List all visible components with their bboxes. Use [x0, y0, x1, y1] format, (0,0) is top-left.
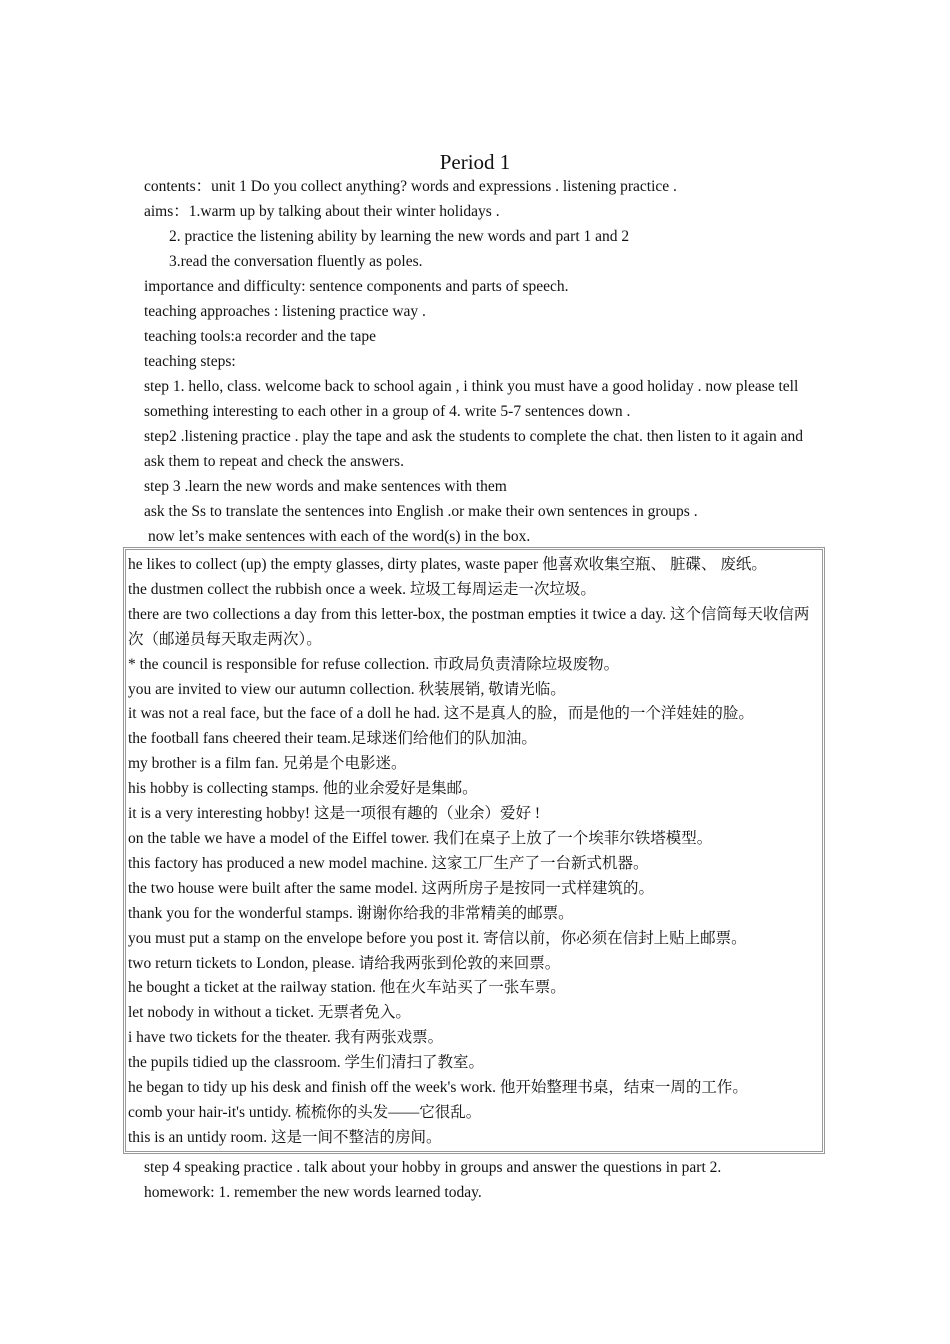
approaches-line: teaching approaches : listening practice way .	[144, 303, 426, 320]
make-sentences-instruction: now let’s make sentences with each of the word(s) in the box.	[148, 528, 531, 545]
tools-line: teaching tools:a recorder and the tape	[144, 328, 376, 345]
example-sentence: comb your hair-it's untidy. 梳梳你的头发——它很乱。	[128, 1103, 482, 1121]
example-sentence: thank you for the wonderful stamps. 谢谢你给我的非常精美的邮票。	[128, 904, 574, 922]
example-sentence: let nobody in without a ticket. 无票者免入。	[128, 1004, 411, 1022]
homework-line: homework: 1. remember the new words learned today.	[144, 1184, 482, 1201]
example-sentence: he began to tidy up his desk and finish off the week's work. 他开始整理书桌，结束一周的工作。	[128, 1079, 748, 1097]
aim-item-2: 2. practice the listening ability by learning the new words and part 1 and 2	[169, 228, 630, 245]
example-sentence: there are two collections a day from this letter-box, the postman empties it twice a day. 这个信筒每天收信两次（邮递员每天取走两次）。	[128, 605, 810, 648]
aims-line: aims：1.warm up by talking about their winter holidays .	[144, 203, 500, 220]
example-sentence: on the table we have a model of the Eiffel tower. 我们在桌子上放了一个埃菲尔铁塔模型。	[128, 829, 713, 847]
aim-item-3: 3.read the conversation fluently as poles.	[169, 253, 423, 270]
example-sentence: he bought a ticket at the railway station. 他在火车站买了一张车票。	[128, 979, 566, 997]
example-sentence: he likes to collect (up) the empty glasses, dirty plates, waste paper 他喜欢收集空瓶、 脏碟、 废纸。	[128, 556, 767, 573]
importance-line: importance and difficulty: sentence components and parts of speech.	[144, 278, 569, 295]
page-title: Period 1	[439, 150, 511, 174]
example-sentence: his hobby is collecting stamps. 他的业余爱好是集邮。	[128, 780, 478, 798]
example-sentence: the dustmen collect the rubbish once a week. 垃圾工每周运走一次垃圾。	[128, 580, 596, 598]
step-2: step2 .listening practice . play the tape and ask the students to complete the chat. then listen to it again and ask them to repeat and check the answers.	[144, 428, 803, 470]
lesson-plan-header	[144, 174, 824, 549]
example-sentence: the two house were built after the same model. 这两所房子是按同一式样建筑的。	[128, 879, 655, 897]
example-sentence: two return tickets to London, please. 请给我两张到伦敦的来回票。	[128, 954, 561, 972]
example-sentence: my brother is a film fan. 兄弟是个电影迷。	[128, 755, 407, 773]
contents-line: contents：unit 1 Do you collect anything? words and expressions . listening practice .	[144, 178, 677, 195]
example-sentence: you must put a stamp on the envelope before you post it. 寄信以前，你必须在信封上贴上邮票。	[128, 929, 747, 947]
example-sentence: this is an untidy room. 这是一间不整洁的房间。	[128, 1128, 442, 1146]
example-sentences-box	[123, 547, 825, 1154]
lesson-plan-footer	[144, 1155, 824, 1205]
step-4: step 4 speaking practice . talk about your hobby in groups and answer the questions in part 2.	[144, 1159, 722, 1176]
example-sentence: this factory has produced a new model machine. 这家工厂生产了一台新式机器。	[128, 854, 649, 872]
step-1: step 1. hello, class. welcome back to school again , i think you must have a good holiday . now please tell something interesting to each other in a group of 4. write 5-7 sentences down .	[144, 378, 799, 420]
step-3: step 3 .learn the new words and make sentences with them	[144, 478, 507, 495]
example-sentence: you are invited to view our autumn collection. 秋装展销, 敬请光临。	[128, 680, 566, 698]
example-sentence: * the council is responsible for refuse collection. 市政局负责清除垃圾废物。	[128, 655, 620, 673]
example-sentence: the football fans cheered their team.足球迷们给他们的队加油。	[128, 730, 537, 748]
steps-heading: teaching steps:	[144, 353, 236, 370]
example-sentence: it was not a real face, but the face of a doll he had. 这不是真人的脸，而是他的一个洋娃娃的脸。	[128, 705, 754, 723]
example-sentence: it is a very interesting hobby! 这是一项很有趣的（业余）爱好 !	[128, 805, 540, 823]
example-sentence: the pupils tidied up the classroom. 学生们清扫了教室。	[128, 1054, 485, 1072]
translate-instruction: ask the Ss to translate the sentences into English .or make their own sentences in groups .	[144, 503, 698, 520]
example-sentence: i have two tickets for the theater. 我有两张戏票。	[128, 1029, 444, 1047]
